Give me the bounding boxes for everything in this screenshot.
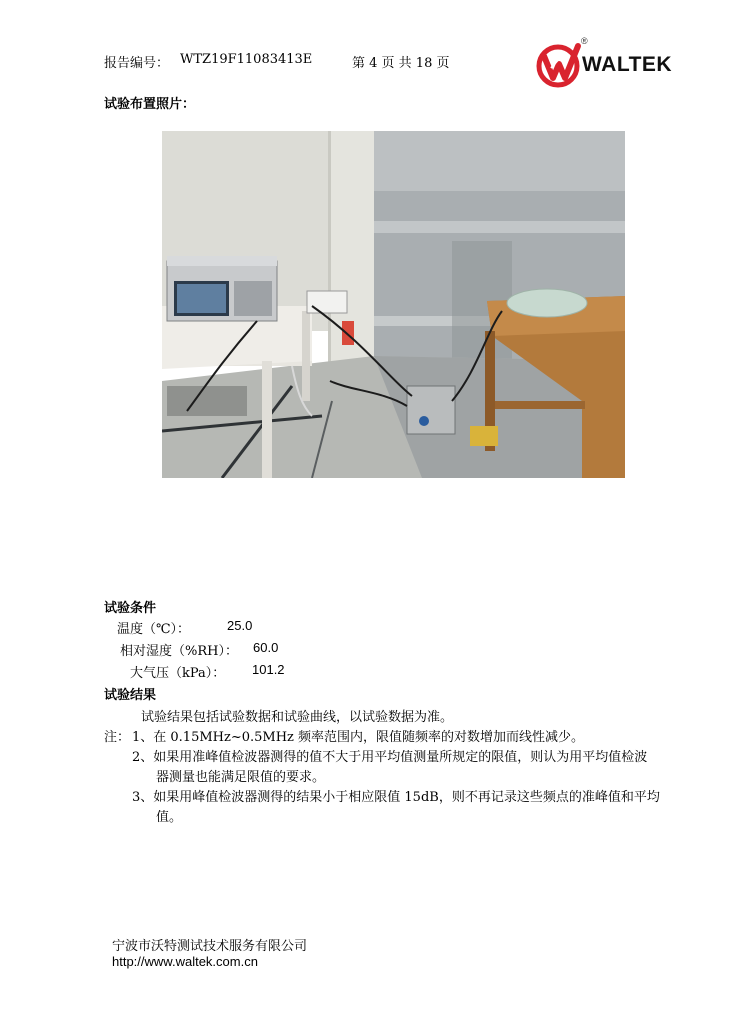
pressure-label: 大气压（kPa）： [130,666,226,681]
footer-website[interactable]: http://www.waltek.com.cn [112,954,258,969]
note-3-line-2: 值。 [156,810,183,825]
note-2-line-1: 2、如果用准峰值检波器测得的值不大于用平均值测量所规定的限值，则认为用平均值检波 [132,750,648,765]
temperature-value: 25.0 [227,618,253,633]
report-number-label: 报告编号： [104,56,170,71]
humidity-label: 相对湿度（%RH）： [120,644,238,659]
setup-photo-title: 试验布置照片： [104,97,196,112]
registered-mark: ® [581,36,588,46]
page-info: 第 4 页 共 18 页 [352,56,450,71]
note-2-line-2: 器测量也能满足限值的要求。 [156,770,326,785]
results-title: 试验结果 [104,688,157,703]
eut-device [507,289,587,317]
test-setup-photo [162,131,625,478]
results-intro: 试验结果包括试验数据和试验曲线，以试验数据为准。 [141,710,454,725]
note-prefix: 注： [104,730,131,745]
note-3-line-1: 3、如果用峰值检波器测得的结果小于相应限值 15dB，则不再记录这些频点的准峰值和平均 [132,790,660,805]
pressure-value: 101.2 [252,662,285,677]
waltek-logo [534,38,684,88]
report-number: WTZ19F11083413E [180,52,313,67]
conditions-title: 试验条件 [104,601,157,616]
logo-text: WALTEK [582,53,673,76]
humidity-value: 60.0 [253,640,279,655]
note-1: 1、在 0.15MHz~0.5MHz 频率范围内，限值随频率的对数增加而线性减少。 [132,730,585,745]
footer-company: 宁波市沃特测试技术服务有限公司 [112,939,308,954]
temperature-label: 温度（℃）： [117,622,191,637]
lisn-box [407,386,455,434]
logo-mark-icon [534,38,584,88]
